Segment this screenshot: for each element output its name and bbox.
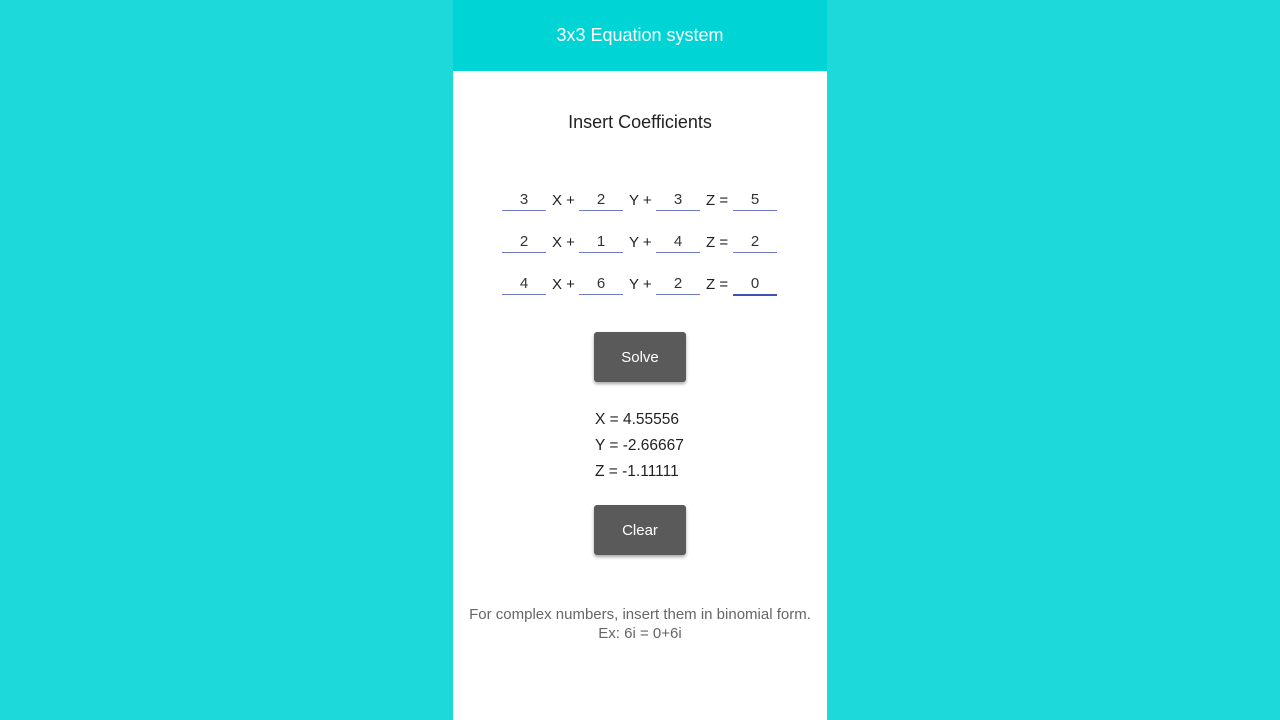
- coefficient-x-3-input[interactable]: [502, 272, 546, 295]
- coefficient-y-3-input[interactable]: [579, 272, 623, 295]
- y-label: Y +: [629, 276, 652, 293]
- coefficient-x-1-input[interactable]: [502, 188, 546, 211]
- constant-1-input[interactable]: [733, 188, 777, 211]
- z-label: Z =: [706, 276, 729, 293]
- coefficient-x-2-input[interactable]: [502, 230, 546, 253]
- equation-row-2: [502, 230, 782, 256]
- coefficient-z-1-input[interactable]: [656, 188, 700, 211]
- z-label: Z =: [706, 192, 729, 209]
- app-bar-title: 3x3 Equation system: [453, 0, 827, 71]
- clear-button[interactable]: Clear: [594, 505, 686, 555]
- x-label: X +: [552, 192, 575, 209]
- constant-3-input[interactable]: [733, 272, 777, 296]
- coefficient-z-2-input[interactable]: [656, 230, 700, 253]
- z-label: Z =: [706, 234, 729, 251]
- equation-row-1: [502, 188, 782, 214]
- x-label: X +: [552, 276, 575, 293]
- equation-row-3: [502, 272, 782, 298]
- hint-line-1: For complex numbers, insert them in binomial form.: [469, 606, 811, 623]
- app-screen: [453, 0, 827, 720]
- result-z: Z = -1.11111: [595, 463, 679, 480]
- hint-line-2: Ex: 6i = 0+6i: [598, 625, 682, 642]
- coefficient-y-1-input[interactable]: [579, 188, 623, 211]
- result-y: Y = -2.66667: [595, 437, 684, 454]
- results-panel: [595, 407, 684, 485]
- coefficient-y-2-input[interactable]: [579, 230, 623, 253]
- page-title: Insert Coefficients: [568, 112, 712, 132]
- y-label: Y +: [629, 234, 652, 251]
- complex-number-hint: [453, 605, 827, 643]
- solve-button[interactable]: Solve: [594, 332, 686, 382]
- x-label: X +: [552, 234, 575, 251]
- constant-2-input[interactable]: [733, 230, 777, 253]
- coefficient-z-3-input[interactable]: [656, 272, 700, 295]
- y-label: Y +: [629, 192, 652, 209]
- result-x: X = 4.55556: [595, 411, 680, 428]
